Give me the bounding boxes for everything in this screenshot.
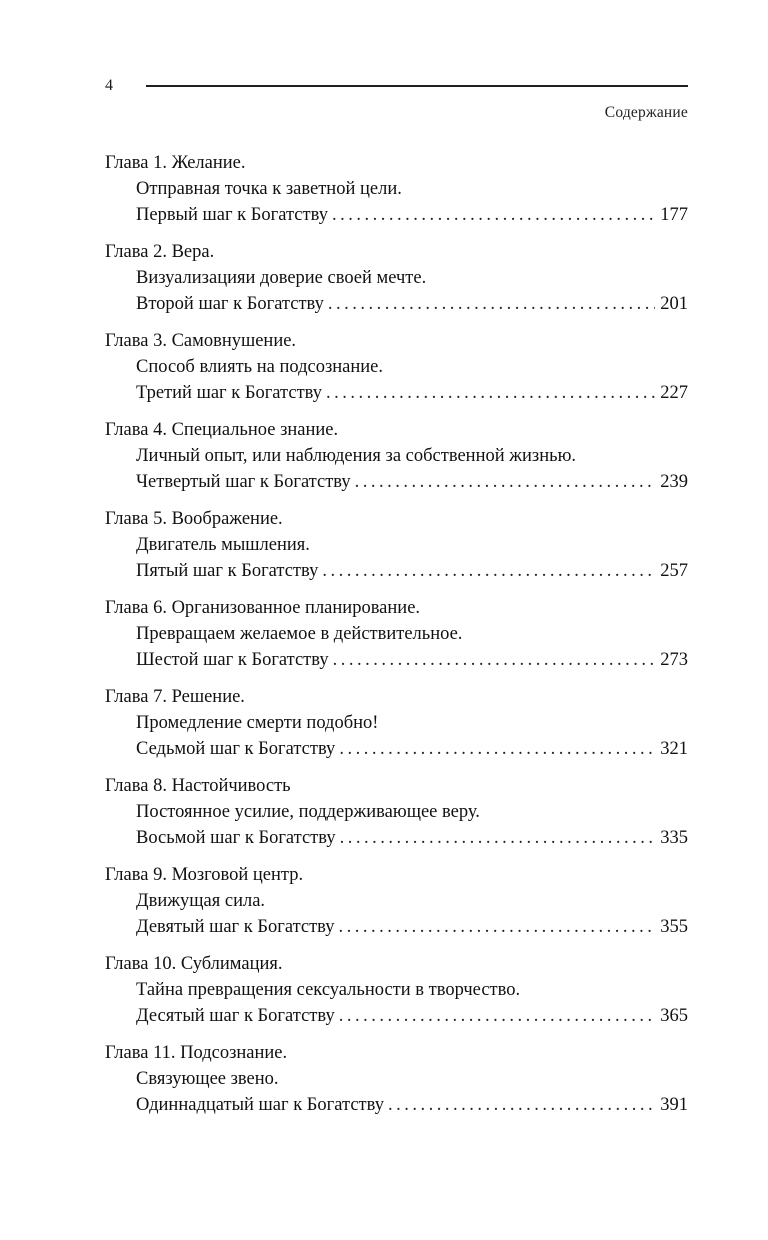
page-number: 4 <box>105 77 113 94</box>
toc-entry <box>105 150 688 228</box>
toc-step-label: Шестой шаг к Богатству <box>136 650 329 670</box>
toc-step-line <box>136 736 688 762</box>
toc-step-label: Одиннадцатый шаг к Богатству <box>136 1095 384 1115</box>
toc-chapter-title: Глава 10. Сублимация. <box>105 954 283 974</box>
toc-chapter-subtitle: Постоянное усилие, поддерживающее веру. <box>136 802 480 822</box>
dot-leader <box>355 469 656 495</box>
toc-step-label: Четвертый шаг к Богатству <box>136 472 351 492</box>
toc-entry <box>105 595 688 673</box>
toc-step-line <box>136 825 688 851</box>
toc-chapter-title: Глава 11. Подсознание. <box>105 1043 288 1063</box>
toc-entry <box>105 684 688 762</box>
page-header <box>105 76 688 122</box>
toc-chapter-subtitle: Визуализацияи доверие своей мечте. <box>136 268 427 288</box>
toc-chapter-title: Глава 7. Решение. <box>105 687 245 707</box>
toc-chapter-title: Глава 5. Воображение. <box>105 509 283 529</box>
toc-chapter-title: Глава 8. Настойчивость <box>105 776 291 796</box>
toc-chapter-subtitle: Личный опыт, или наблюдения за собственной жизнью. <box>136 446 577 466</box>
toc-chapter-title: Глава 4. Специальное знание. <box>105 420 339 440</box>
toc-page-number: 227 <box>660 383 688 403</box>
dot-leader <box>322 558 655 584</box>
toc-chapter-subtitle: Превращаем желаемое в действительное. <box>136 624 463 644</box>
dot-leader <box>339 736 655 762</box>
toc-step-line <box>136 380 688 406</box>
toc-chapter-subtitle: Отправная точка к заветной цели. <box>136 179 402 199</box>
dot-leader <box>326 380 655 406</box>
toc-page-number: 321 <box>660 739 688 759</box>
toc-step-label: Седьмой шаг к Богатству <box>136 739 336 759</box>
toc-step-line <box>136 1003 688 1029</box>
toc-chapter-subtitle: Движущая сила. <box>136 891 266 911</box>
toc-step-line <box>136 1092 688 1118</box>
toc-step-label: Третий шаг к Богатству <box>136 383 323 403</box>
toc-chapter-title: Глава 9. Мозговой центр. <box>105 865 304 885</box>
dot-leader <box>340 825 656 851</box>
toc-entry <box>105 951 688 1029</box>
toc-page-number: 257 <box>660 561 688 581</box>
toc-entry <box>105 417 688 495</box>
toc-step-label: Второй шаг к Богатству <box>136 294 324 314</box>
toc-step-line <box>136 647 688 673</box>
toc-entry <box>105 328 688 406</box>
toc-step-label: Десятый шаг к Богатству <box>136 1006 335 1026</box>
toc-step-line <box>136 291 688 317</box>
toc-page-number: 239 <box>660 472 688 492</box>
dot-leader <box>333 647 656 673</box>
toc-step-line <box>136 914 688 940</box>
toc-page-number: 355 <box>660 917 688 937</box>
toc-page-number: 177 <box>660 205 688 225</box>
toc-chapter-title: Глава 3. Самовнушение. <box>105 331 297 351</box>
toc-entry <box>105 862 688 940</box>
toc-chapter-title: Глава 6. Организованное планирование. <box>105 598 421 618</box>
header-rule <box>146 85 688 87</box>
toc-page-number: 365 <box>660 1006 688 1026</box>
table-of-contents <box>105 150 688 1118</box>
toc-step-label: Восьмой шаг к Богатству <box>136 828 336 848</box>
dot-leader <box>339 1003 656 1029</box>
toc-step-line <box>136 469 688 495</box>
dot-leader <box>328 291 655 317</box>
toc-step-label: Девятый шаг к Богатству <box>136 917 335 937</box>
dot-leader <box>388 1092 655 1118</box>
toc-page-number: 391 <box>660 1095 688 1115</box>
toc-step-line <box>136 558 688 584</box>
toc-step-label: Первый шаг к Богатству <box>136 205 328 225</box>
dot-leader <box>339 914 656 940</box>
toc-chapter-subtitle: Способ влиять на подсознание. <box>136 357 384 377</box>
toc-chapter-title: Глава 2. Вера. <box>105 242 215 262</box>
dot-leader <box>332 202 655 228</box>
section-label: Содержание <box>604 104 688 121</box>
toc-chapter-subtitle: Тайна превращения сексуальности в творчество. <box>136 980 521 1000</box>
toc-page-number: 201 <box>660 294 688 314</box>
toc-entry <box>105 239 688 317</box>
toc-chapter-subtitle: Промедление смерти подобно! <box>136 713 379 733</box>
toc-entry <box>105 506 688 584</box>
toc-entry <box>105 773 688 851</box>
toc-step-line <box>136 202 688 228</box>
toc-page-number: 273 <box>660 650 688 670</box>
toc-chapter-subtitle: Связующее звено. <box>136 1069 279 1089</box>
toc-entry <box>105 1040 688 1118</box>
toc-chapter-subtitle: Двигатель мышления. <box>136 535 310 555</box>
toc-chapter-title: Глава 1. Желание. <box>105 153 246 173</box>
toc-step-label: Пятый шаг к Богатству <box>136 561 319 581</box>
header-top-row <box>105 76 688 96</box>
toc-page-number: 335 <box>660 828 688 848</box>
